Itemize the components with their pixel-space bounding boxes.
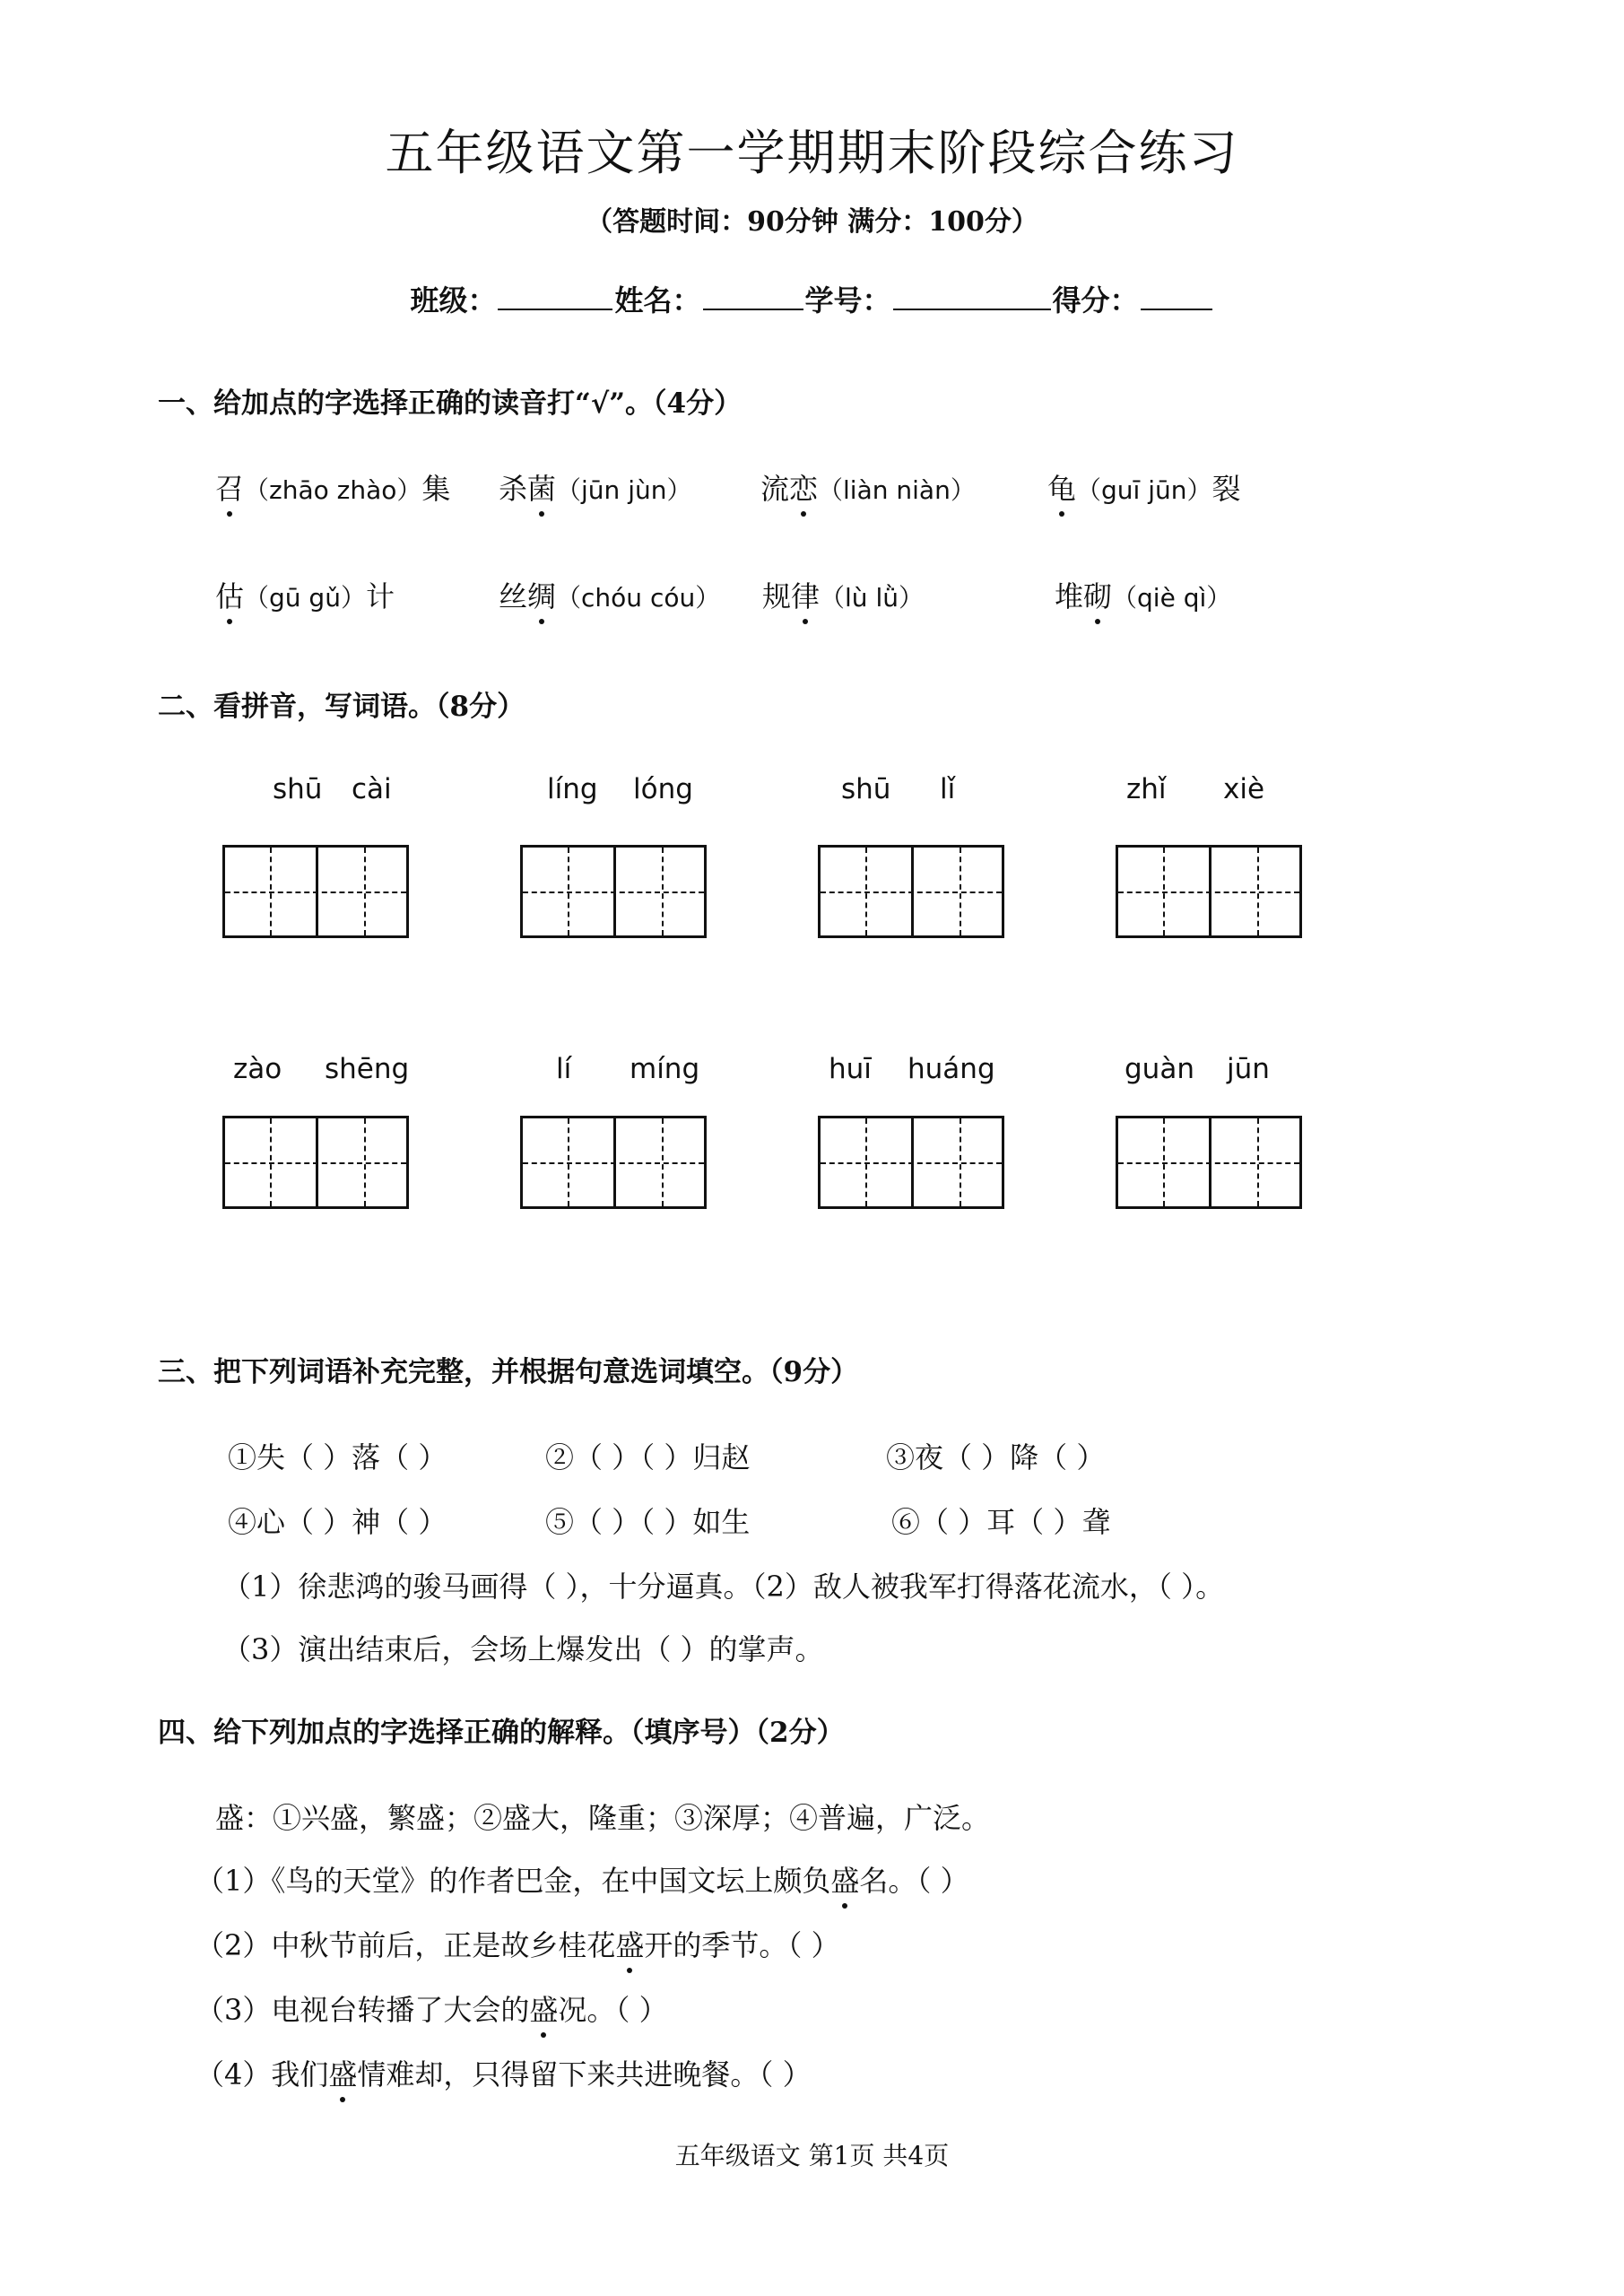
name-blank[interactable] <box>703 283 803 310</box>
pinyin-label: xiè <box>1223 773 1265 805</box>
class-blank[interactable] <box>498 283 612 310</box>
exam-subtitle: （答题时间：90分钟 满分：100分） <box>586 206 1038 238</box>
q1-item-7: 规律（lù lǜ） <box>762 574 924 615</box>
pinyin-label: lóng <box>633 773 693 805</box>
number-label: 学号： <box>804 283 891 317</box>
q1-item-5: 估（gū gǔ）计 <box>215 574 395 615</box>
pinyin-label: lǐ <box>940 773 956 805</box>
pinyin-label: huáng <box>908 1053 995 1085</box>
writing-grid[interactable] <box>520 845 707 938</box>
q1-item-4: 龟（guī jūn）裂 <box>1047 466 1241 508</box>
q2-heading: 二、看拼音，写词语。（8分） <box>158 691 525 723</box>
q4-item-3: （3）电视台转播了大会的盛况。（ ） <box>195 1987 668 2029</box>
writing-grid[interactable] <box>222 845 409 938</box>
writing-grid[interactable] <box>818 1116 1004 1209</box>
page-title: 五年级语文第一学期期末阶段综合练习 <box>385 125 1239 181</box>
number-blank[interactable] <box>893 283 1051 310</box>
writing-grid[interactable] <box>818 845 1004 938</box>
q3-sentence-1-2: （1）徐悲鸿的骏马画得（ ），十分逼真。（2）敌人被我军打得落花流水，（ ）。 <box>222 1570 1225 1604</box>
q3-idiom-4: ④心（ ）神（ ） <box>228 1505 447 1539</box>
pinyin-label: huī <box>829 1053 872 1085</box>
writing-grid[interactable] <box>1116 1116 1302 1209</box>
pinyin-label: míng <box>630 1053 700 1085</box>
q4-heading: 四、给下列加点的字选择正确的解释。（填序号）（2分） <box>158 1717 845 1749</box>
pinyin-label: lí <box>556 1053 572 1085</box>
pinyin-label: líng <box>547 773 598 805</box>
name-label: 姓名： <box>614 283 701 317</box>
page-footer: 五年级语文 第1页 共4页 <box>674 2141 950 2170</box>
q3-sentence-3: （3）演出结束后，会场上爆发出（ ）的掌声。 <box>222 1632 824 1666</box>
pinyin-label: shū <box>841 773 891 805</box>
q4-definitions: 盛：①兴盛，繁盛；②盛大，隆重；③深厚；④普遍，广泛。 <box>215 1801 991 1835</box>
q3-idiom-6: ⑥（ ）耳（ ）聋 <box>891 1505 1111 1539</box>
writing-grid[interactable] <box>222 1116 409 1209</box>
q4-item-4: （4）我们盛情难却，只得留下来共进晚餐。（ ） <box>195 2052 812 2093</box>
pinyin-label: zào <box>233 1053 282 1085</box>
q4-item-1: （1）《鸟的天堂》的作者巴金，在中国文坛上颇负盛名。（ ） <box>195 1858 969 1900</box>
q1-item-2: 杀菌（jūn jùn） <box>499 466 691 508</box>
q3-idiom-3: ③夜（ ）降（ ） <box>886 1440 1106 1474</box>
score-blank[interactable] <box>1141 283 1212 310</box>
q3-heading: 三、把下列词语补充完整，并根据句意选词填空。（9分） <box>158 1356 859 1388</box>
pinyin-label: jūn <box>1227 1053 1270 1085</box>
q1-item-6: 丝绸（chóu cóu） <box>499 574 720 615</box>
writing-grid[interactable] <box>1116 845 1302 938</box>
pinyin-label: zhǐ <box>1126 773 1167 805</box>
class-label: 班级： <box>410 283 497 317</box>
q1-heading: 一、给加点的字选择正确的读音打“√”。（4分） <box>158 387 743 420</box>
q1-item-1: 召（zhāo zhào）集 <box>215 466 450 508</box>
pinyin-label: guàn <box>1125 1053 1194 1085</box>
q1-item-8: 堆砌（qiè qì） <box>1055 574 1231 615</box>
score-label: 得分： <box>1052 283 1139 317</box>
pinyin-label: shēng <box>325 1053 410 1085</box>
writing-grid[interactable] <box>520 1116 707 1209</box>
q3-idiom-1: ①失（ ）落（ ） <box>228 1440 447 1474</box>
q4-item-2: （2）中秋节前后，正是故乡桂花盛开的季节。（ ） <box>195 1923 840 1964</box>
q3-idiom-5: ⑤（ ）（ ）如生 <box>545 1505 751 1539</box>
pinyin-label: shū <box>273 773 323 805</box>
q1-item-3: 流恋（liàn niàn） <box>760 466 976 508</box>
q3-idiom-2: ②（ ）（ ）归赵 <box>545 1440 751 1474</box>
pinyin-label: cài <box>352 773 392 805</box>
student-info <box>0 278 1624 319</box>
